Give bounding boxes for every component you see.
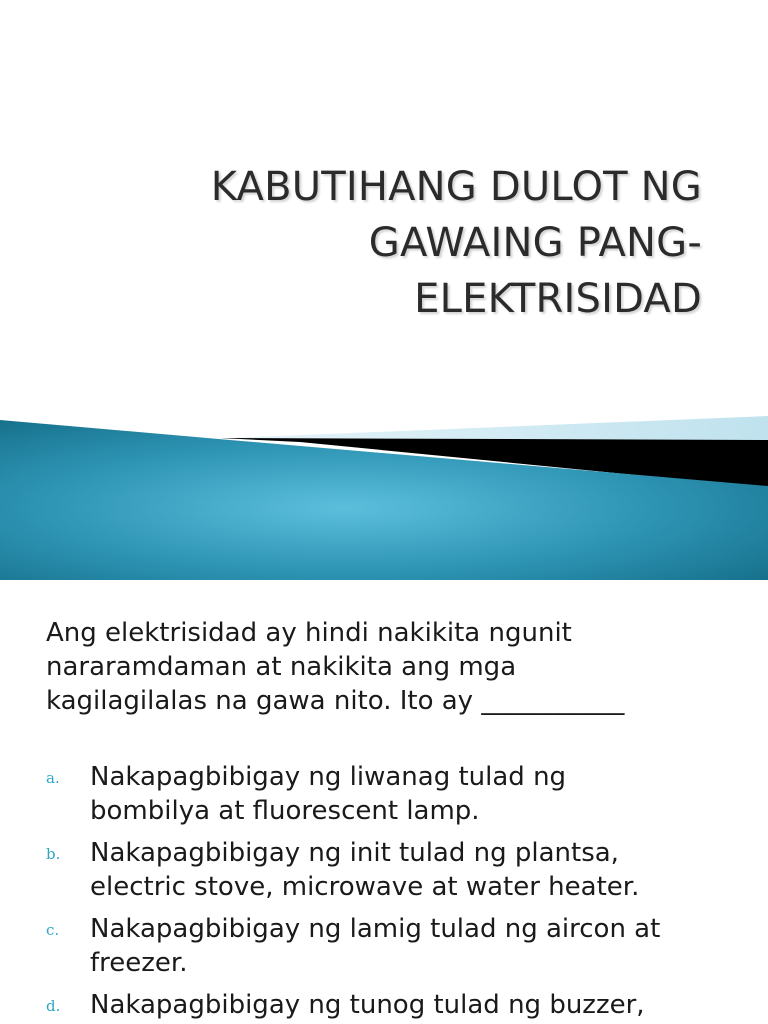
list-item-text: Nakapagbibigay ng liwanag tulad ng bombilya at fluorescent lamp. — [90, 762, 567, 826]
list-marker: d. — [46, 997, 61, 1015]
banner-light-stripe — [230, 416, 768, 442]
list-marker: b. — [46, 845, 61, 863]
benefits-list — [46, 760, 736, 1024]
list-item-text: Nakapagbibigay ng tunog tulad ng buzzer, — [90, 990, 645, 1020]
list-item-text: Nakapagbibigay ng lamig tulad ng aircon at freezer. — [90, 914, 661, 978]
decorative-banner — [0, 410, 768, 580]
list-item — [46, 912, 736, 980]
list-marker: c. — [46, 921, 60, 939]
list-item — [46, 760, 736, 828]
list-item — [46, 988, 736, 1022]
intro-paragraph: Ang elektrisidad ay hindi nakikita ngunit nararamdaman at nakikita ang mga kagilagilalas na gawa nito. Ito ay ___________ — [46, 618, 625, 716]
list-item — [46, 836, 736, 904]
list-marker: a. — [46, 769, 60, 787]
slide-title: KABUTIHANG DULOT NG GAWAING PANG- ELEKTRISIDAD — [210, 163, 702, 322]
list-item-text: Nakapagbibigay ng init tulad ng plantsa, electric stove, microwave at water heater. — [90, 838, 640, 902]
